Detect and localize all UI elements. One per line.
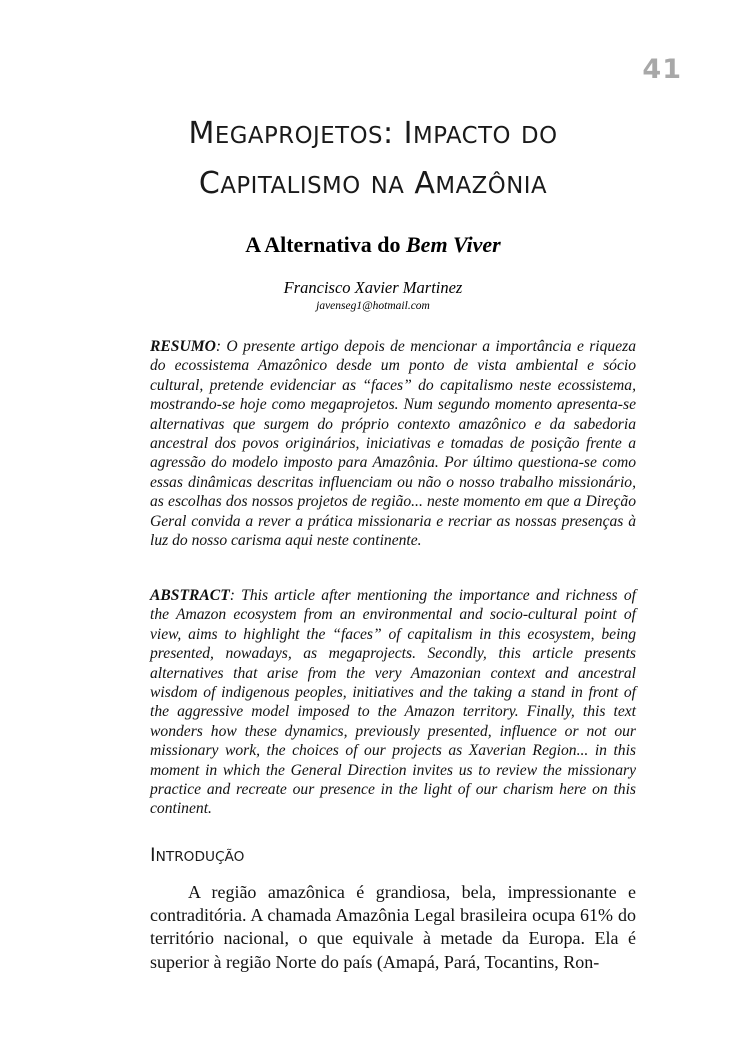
- abstract-label: ABSTRACT: [150, 587, 230, 604]
- resumo-text: : O presente artigo depois de mencionar a importância e riqueza do ecossistema Amazônico desde um ponto de vista ambiental e sócio cultural, pretende evidenciar as “faces” do capitalismo neste ecossistema, mostrando-se hoje como megaprojetos. Num segundo momento apresenta-se alternativas que surgem do próprio contexto amazônico e da sabedoria ancestral dos povos originários, iniciativas e tomadas de posição frente a agressão do modelo imposto para Amazônia. Por último questiona-se como essas dinâmicas descritas influenciam ou não o nosso trabalho missionário, as escolhas dos nossos projetos de região... neste momento em que a Direção Geral convida a rever a prática missionaria e recriar as nossas presenças à luz do nosso carisma aqui neste continente.: [150, 338, 636, 550]
- title-line-2-text: CAPITALISMO NA AMAZÔNIA: [198, 166, 548, 201]
- intro-paragraph: A região amazônica é grandiosa, bela, impressionante e contraditória. A chamada Amazônia Legal brasileira ocupa 61% do território nacional, o que equivale à metade da Europa. Ela é superior à região Norte do país (Amapá, Pará, Tocantins, Ron-: [150, 882, 636, 972]
- subtitle-prefix: A Alternativa do: [245, 232, 401, 257]
- author-email: javenseg1@hotmail.com: [316, 300, 430, 312]
- article-title: [0, 110, 746, 210]
- abstract-text: : This article after mentioning the importance and richness of the Amazon ecosystem from an environmental and socio-cultural point of view, aims to highlight the “faces” of capitalism in this ecosystem, being presented, nowadays, as megaprojects. Secondly, this article presents alternatives that arise from the very Amazonian context and ancestral wisdom of indigenous peoples, initiatives and the taking a stand in front of the aggressive model imposed to the Amazon territory. Finally, this text wonders how these dynamics, previously presented, influence or not our missionary work, the choices of our projects as Xaverian Region... in this moment in which the General Direction invites us to review the missionary practice and recreate our presence in the light of our charism here on this continent.: [150, 587, 636, 818]
- section-heading-introducao: [150, 844, 244, 866]
- abstract-block: [150, 586, 636, 819]
- article-subtitle: [0, 232, 746, 258]
- title-line-2: [0, 160, 746, 210]
- section-heading-text: INTRODUÇÃO: [150, 844, 245, 866]
- page-number: 41: [642, 54, 682, 85]
- resumo-label: RESUMO: [150, 338, 216, 355]
- title-line-1: [0, 110, 746, 160]
- resumo-block: [150, 337, 636, 550]
- author-name: Francisco Xavier Martinez: [283, 278, 463, 297]
- subtitle-emphasis: Bem Viver: [406, 232, 501, 257]
- title-line-1-text: MEGAPROJETOS: IMPACTO DO: [188, 116, 558, 151]
